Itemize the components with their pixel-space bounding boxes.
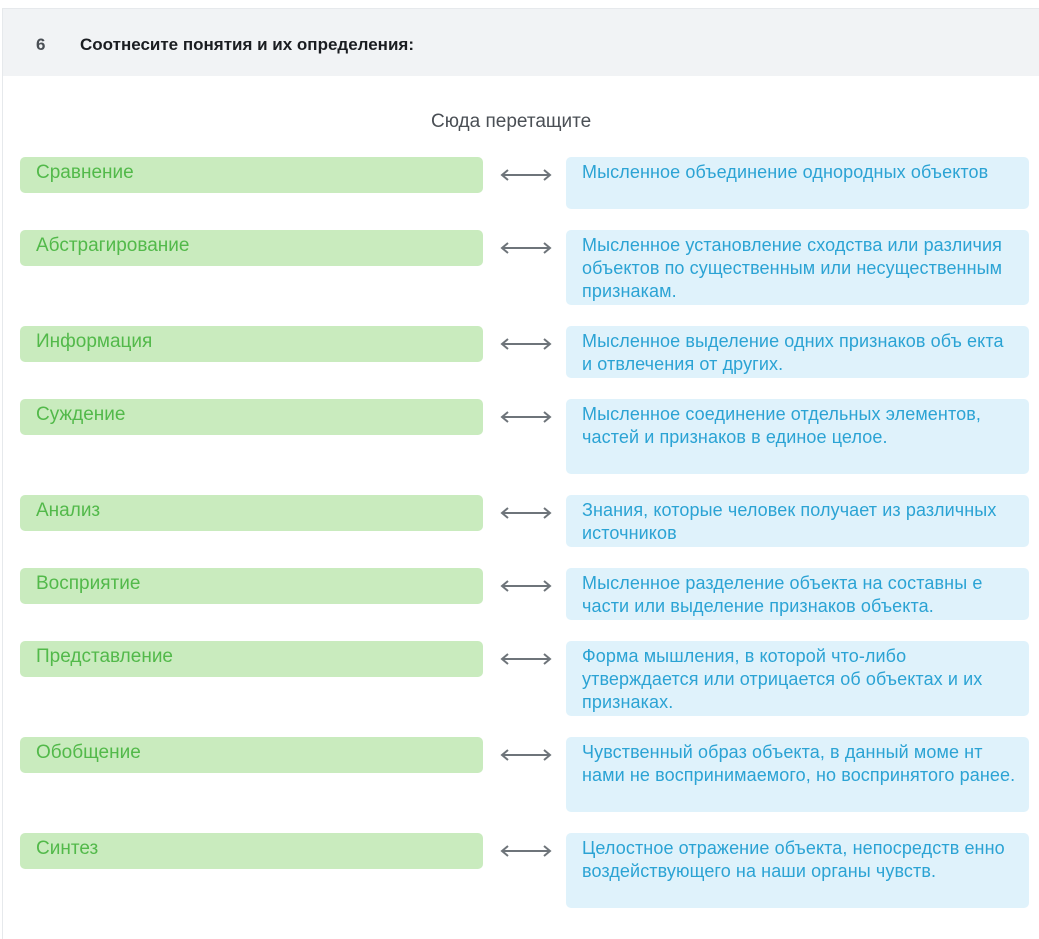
question-number: 6	[36, 35, 46, 54]
double-arrow-icon	[499, 506, 553, 520]
draggable-term[interactable]: Информация	[20, 326, 483, 362]
drop-hint: Сюда перетащите	[431, 111, 592, 132]
draggable-term[interactable]: Представление	[20, 641, 483, 677]
draggable-term[interactable]: Абстрагирование	[20, 230, 483, 266]
draggable-term[interactable]: Суждение	[20, 399, 483, 435]
draggable-term[interactable]: Сравнение	[20, 157, 483, 193]
definition-box: Мысленное выделение одних признаков объ екта и отвлечения от других.	[566, 326, 1029, 378]
double-arrow-icon	[499, 844, 553, 858]
definition-box: Мысленное разделение объекта на составны е части или выделение признаков объекта.	[566, 568, 1029, 620]
double-arrow-icon	[499, 337, 553, 351]
draggable-term[interactable]: Восприятие	[20, 568, 483, 604]
double-arrow-icon	[499, 410, 553, 424]
draggable-term[interactable]: Синтез	[20, 833, 483, 869]
question-title: Соотнесите понятия и их определения:	[80, 35, 414, 54]
draggable-term[interactable]: Обобщение	[20, 737, 483, 773]
definition-box: Мысленное объединение однородных объектов	[566, 157, 1029, 209]
double-arrow-icon	[499, 652, 553, 666]
double-arrow-icon	[499, 168, 553, 182]
question-header	[3, 9, 1039, 76]
draggable-term[interactable]: Анализ	[20, 495, 483, 531]
definition-box: Мысленное соединение отдельных элементов, частей и признаков в единое целое.	[566, 399, 1029, 474]
definition-box: Форма мышления, в которой что-либо утверждается или отрицается об объектах и их признаках.	[566, 641, 1029, 716]
double-arrow-icon	[499, 241, 553, 255]
double-arrow-icon	[499, 579, 553, 593]
definition-box: Знания, которые человек получает из различных источников	[566, 495, 1029, 547]
definition-box: Мысленное установление сходства или различия объектов по существенным или несущественным признакам.	[566, 230, 1029, 305]
definition-box: Чувственный образ объекта, в данный моме нт нами не воспринимаемого, но воспринятого ранее.	[566, 737, 1029, 812]
double-arrow-icon	[499, 748, 553, 762]
definition-box: Целостное отражение объекта, непосредств енно воздействующего на наши органы чувств.	[566, 833, 1029, 908]
